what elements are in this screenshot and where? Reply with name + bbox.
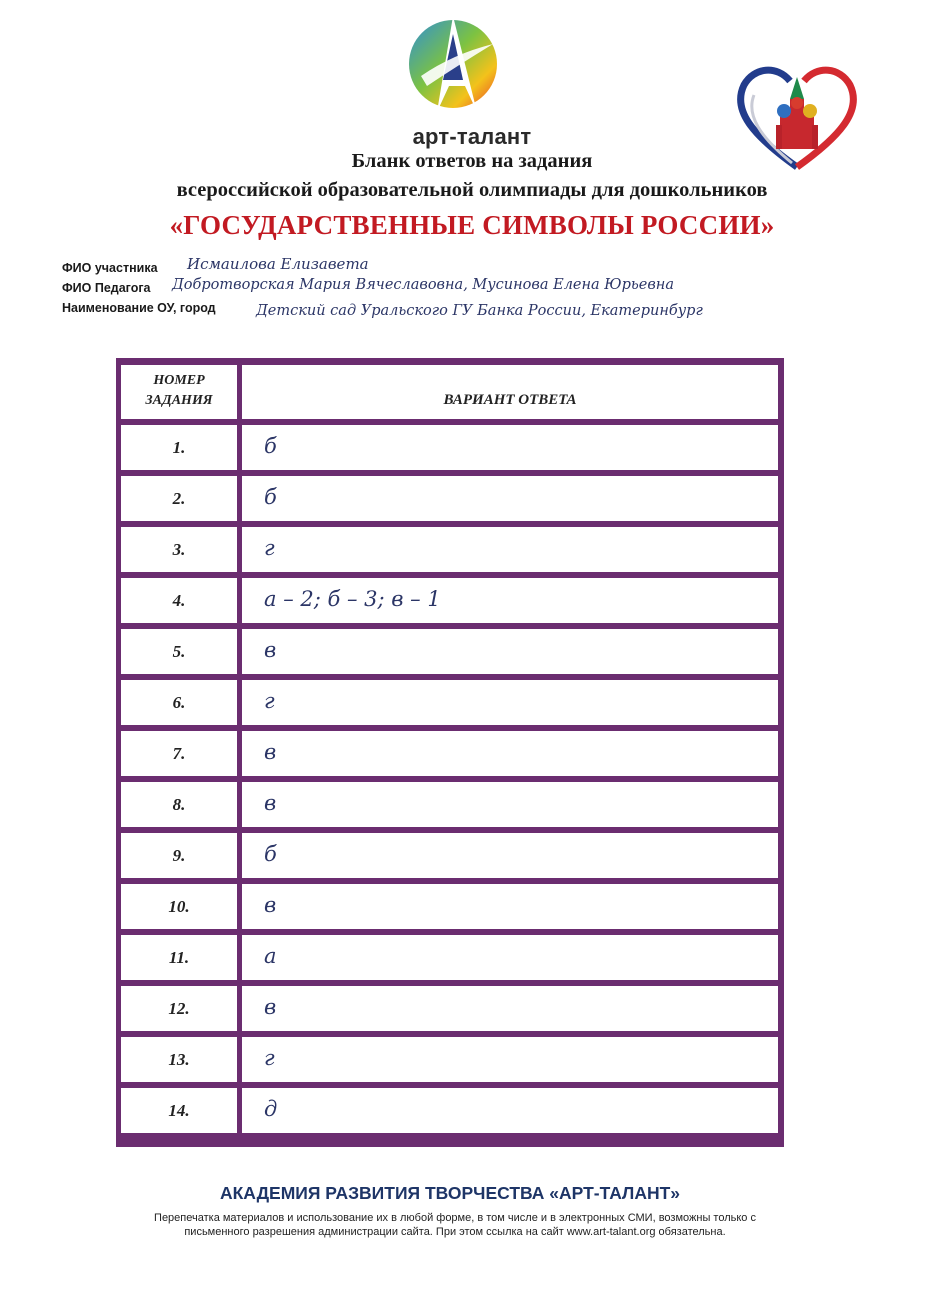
task-number-cell [121, 884, 237, 929]
task-number: 3. [172, 540, 186, 559]
task-number-cell [121, 680, 237, 725]
answer-value: г [264, 1046, 275, 1070]
header-number-line1: НОМЕР [153, 373, 205, 388]
task-number-cell [121, 425, 237, 470]
task-number-cell [121, 731, 237, 776]
task-number-cell [121, 986, 237, 1031]
answer-value: д [264, 1097, 278, 1121]
task-number: 5. [172, 642, 186, 661]
answer-value: б [264, 434, 277, 458]
answer-value: в [264, 995, 277, 1019]
footer-notice-line2: письменного разрешения администрации сайта. При этом ссылка на сайт www.art-talant.org обязательна. [184, 1226, 726, 1238]
task-number: 10. [168, 897, 190, 916]
task-number: 14. [168, 1101, 190, 1120]
form-title: Бланк ответов на задания [351, 150, 593, 172]
answer-cell[interactable] [242, 578, 778, 623]
task-number: 12. [168, 999, 190, 1018]
task-number: 7. [172, 744, 186, 763]
answer-cell[interactable] [242, 731, 778, 776]
task-number-cell [121, 935, 237, 980]
task-number-cell [121, 629, 237, 674]
teacher-value: Добротворская Мария Вячеславовна, Мусинова Елена Юрьевна [172, 277, 675, 293]
answer-cell[interactable] [242, 1088, 778, 1133]
answer-cell[interactable] [242, 884, 778, 929]
task-number: 11. [168, 948, 190, 967]
footer-academy: АКАДЕМИЯ РАЗВИТИЯ ТВОРЧЕСТВА «АРТ-ТАЛАНТ» [219, 1183, 681, 1203]
task-number-cell [121, 1088, 237, 1133]
task-number: 1. [172, 438, 186, 457]
header-answer-cell [242, 365, 778, 419]
answer-cell[interactable] [242, 782, 778, 827]
footer-notice [60, 1211, 850, 1239]
task-number: 2. [172, 489, 186, 508]
answer-cell[interactable] [242, 527, 778, 572]
task-number-cell [121, 833, 237, 878]
org-label: Наименование ОУ, город [62, 301, 216, 315]
task-number: 4. [172, 591, 186, 610]
task-number: 6. [172, 693, 186, 712]
form-subtitle: всероссийской образовательной олимпиады для дошкольников [176, 179, 768, 201]
answer-value: г [264, 689, 275, 713]
answer-table [116, 358, 784, 1147]
answer-value: в [264, 740, 277, 764]
teacher-label: ФИО Педагога [62, 281, 151, 295]
answer-cell[interactable] [242, 425, 778, 470]
participant-label: ФИО участника [62, 261, 158, 275]
olympiad-name: «ГОСУДАРСТВЕННЫЕ СИМВОЛЫ РОССИИ» [169, 210, 775, 240]
brand-name: арт-талант [412, 124, 532, 149]
header-answer-label: ВАРИАНТ ОТВЕТА [443, 392, 577, 408]
answer-cell[interactable] [242, 935, 778, 980]
answer-value: в [264, 893, 277, 917]
answer-cell[interactable] [242, 629, 778, 674]
task-number-cell [121, 1037, 237, 1082]
participant-value: Исмаилова Елизавета [187, 255, 369, 273]
answer-cell[interactable] [242, 476, 778, 521]
task-number-cell [121, 578, 237, 623]
answer-value: г [264, 536, 275, 560]
footer-notice-line1: Перепечатка материалов и использование их в любой форме, в том числе и в электронных СМИ, возможны только с [154, 1212, 756, 1224]
answer-cell[interactable] [242, 986, 778, 1031]
task-number-cell [121, 476, 237, 521]
task-number: 13. [168, 1050, 190, 1069]
answer-value: б [264, 485, 277, 509]
answer-value: в [264, 791, 277, 815]
header-number-cell [121, 365, 237, 419]
answer-cell[interactable] [242, 1037, 778, 1082]
answer-cell[interactable] [242, 680, 778, 725]
answer-value: б [264, 842, 277, 866]
answer-value: а – 2; б – 3; в – 1 [264, 587, 441, 611]
task-number-cell [121, 782, 237, 827]
org-value: Детский сад Уральского ГУ Банка России, Екатеринбург [256, 303, 703, 319]
answer-value: а [264, 944, 277, 968]
answer-value: в [264, 638, 277, 662]
task-number: 9. [172, 846, 186, 865]
header-number-line2: ЗАДАНИЯ [145, 393, 213, 408]
task-number-cell [121, 527, 237, 572]
answer-cell[interactable] [242, 833, 778, 878]
art-talant-logo [407, 14, 499, 118]
task-number: 8. [172, 795, 186, 814]
